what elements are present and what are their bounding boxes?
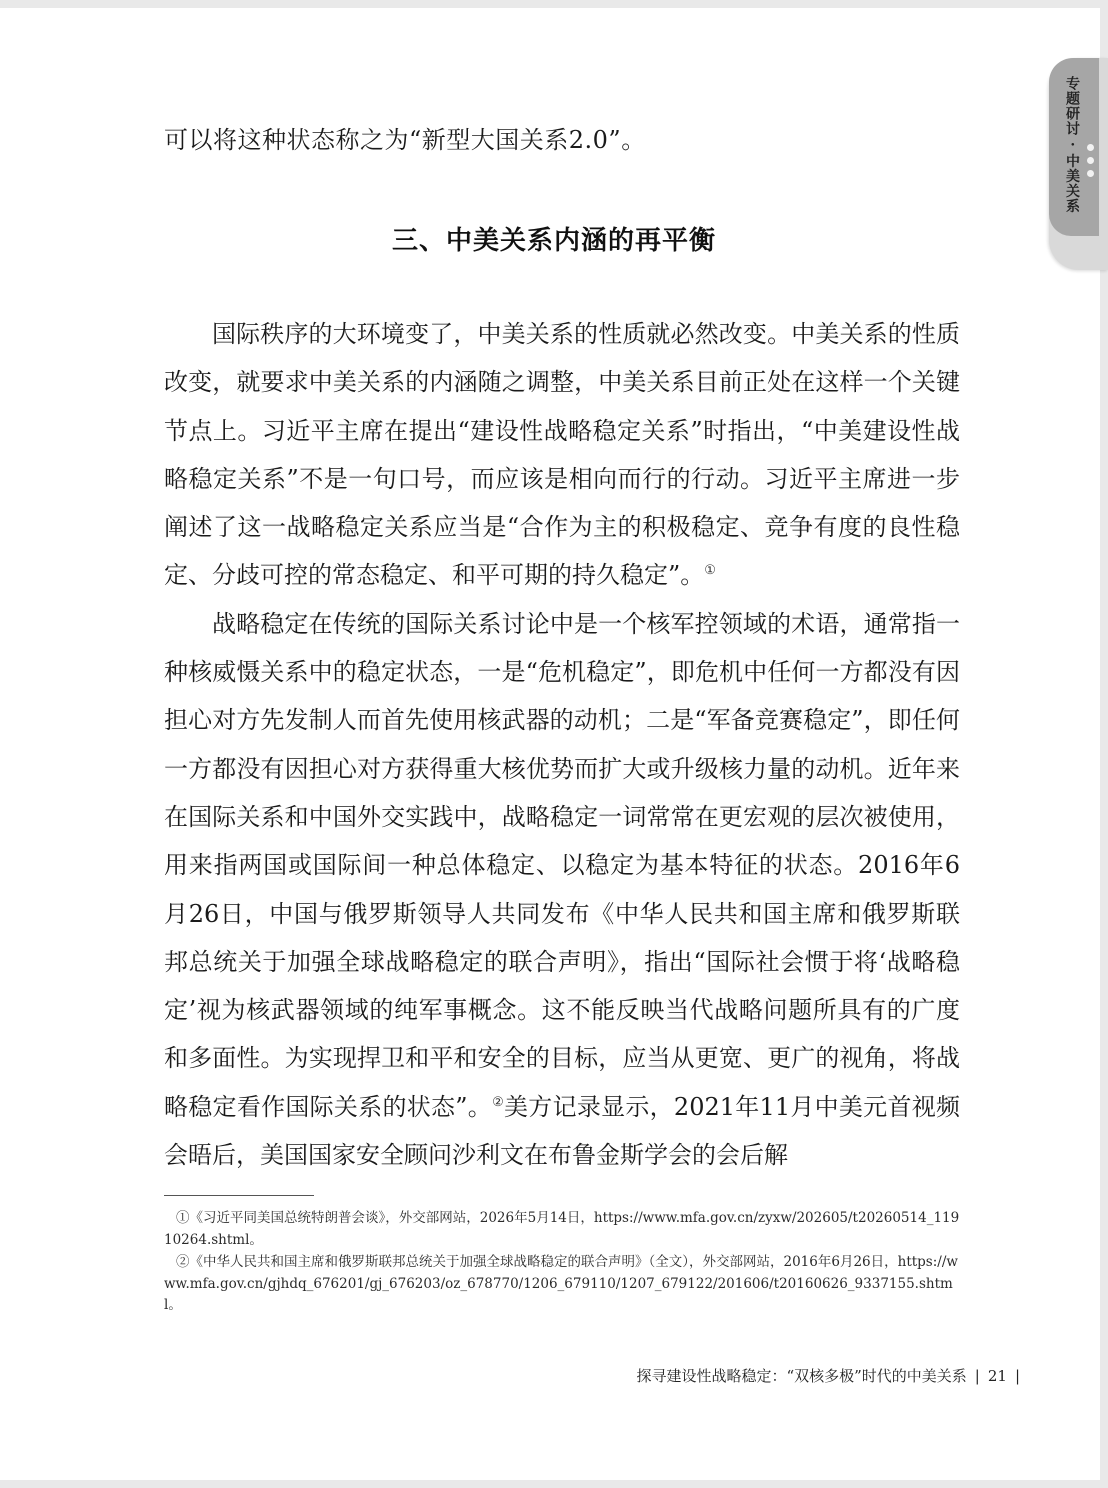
paragraph bbox=[164, 600, 960, 1180]
dot-icon bbox=[1087, 157, 1094, 164]
footnote-divider bbox=[164, 1195, 314, 1196]
paragraph bbox=[164, 310, 960, 600]
section-heading: 三、中美关系内涵的再平衡 bbox=[391, 226, 716, 256]
footnotes bbox=[164, 1208, 964, 1318]
page-footer bbox=[636, 1365, 1028, 1386]
paragraph-text: 国际秩序的大环境变了，中美关系的性质就必然改变。中美关系的性质改变，就要求中美关系的内涵随之调整，中美关系目前正处在这样一个关键节点上。习近平主席在提出“建设性战略稳定关系”时指出，“中美建设性战略稳定关系”不是一句口号，而应该是相向而行的行动。习近平主席进一步阐述了这一战略稳定关系应当是“合作为主的积极稳定、竞争有度的良性稳定、分歧可控的常态稳定、和平可期的持久稳定”。 bbox=[164, 320, 960, 590]
side-tab-label: 专题研讨 · 中美关系 bbox=[1064, 76, 1080, 214]
dot-icon bbox=[1087, 170, 1094, 177]
side-tab-dots bbox=[1087, 144, 1095, 183]
footnote: ②《中华人民共和国主席和俄罗斯联邦总统关于加强全球战略稳定的联合声明》（全文），外交部网站，2016年6月26日，https://www.mfa.gov.cn/gjhdq_676201/gj_676203/oz_678770/1206_679110/1207_679122/201606/t20160626_9337155.shtml。 bbox=[164, 1254, 958, 1313]
footnote-ref[interactable]: ② bbox=[492, 1094, 505, 1110]
body-text bbox=[164, 310, 960, 1179]
paragraph-text: 战略稳定在传统的国际关系讨论中是一个核军控领域的术语，通常指一种核威慑关系中的稳定状态，一是“危机稳定”，即危机中任何一方都没有因担心对方先发制人而首先使用核武器的动机；二是“军备竞赛稳定”，即任何一方都没有因担心对方获得重大核优势而扩大或升级核力量的动机。近年来在国际关系和中国外交实践中，战略稳定一词常常在更宏观的层次被使用，用来指两国或国际间一种总体稳定、以稳定为基本特征的状态。2016年6月26日，中国与俄罗斯领导人共同发布《中华人民共和国主席和俄罗斯联邦总统关于加强全球战略稳定的联合声明》，指出“国际社会惯于将‘战略稳定’视为核武器领域的纯军事概念。这不能反映当代战略问题所具有的广度和多面性。为实现捍卫和平和安全的目标，应当从更宽、更广的视角，将战略稳定看作国际关系的状态”。 bbox=[164, 609, 960, 1121]
footer-separator: | bbox=[1014, 1367, 1020, 1385]
continued-text-line: 可以将这种状态称之为“新型大国关系2.0”。 bbox=[164, 126, 646, 154]
dot-icon bbox=[1087, 144, 1094, 151]
page-number: 21 bbox=[987, 1367, 1007, 1385]
footnote-ref[interactable]: ① bbox=[704, 563, 716, 579]
paragraph-text-tail: 美方记录显示，2021年11月中美元首视频会晤后，美国国家安全顾问沙利文在布鲁金斯学会的会后解 bbox=[164, 1092, 961, 1170]
footer-separator: | bbox=[974, 1367, 980, 1385]
running-title: 探寻建设性战略稳定：“双核多极”时代的中美关系 bbox=[636, 1367, 967, 1385]
footnote: ①《习近平同美国总统特朗普会谈》，外交部网站，2026年5月14日，https://www.mfa.gov.cn/zyxw/202605/t20260514_11910264.shtml。 bbox=[164, 1210, 960, 1248]
